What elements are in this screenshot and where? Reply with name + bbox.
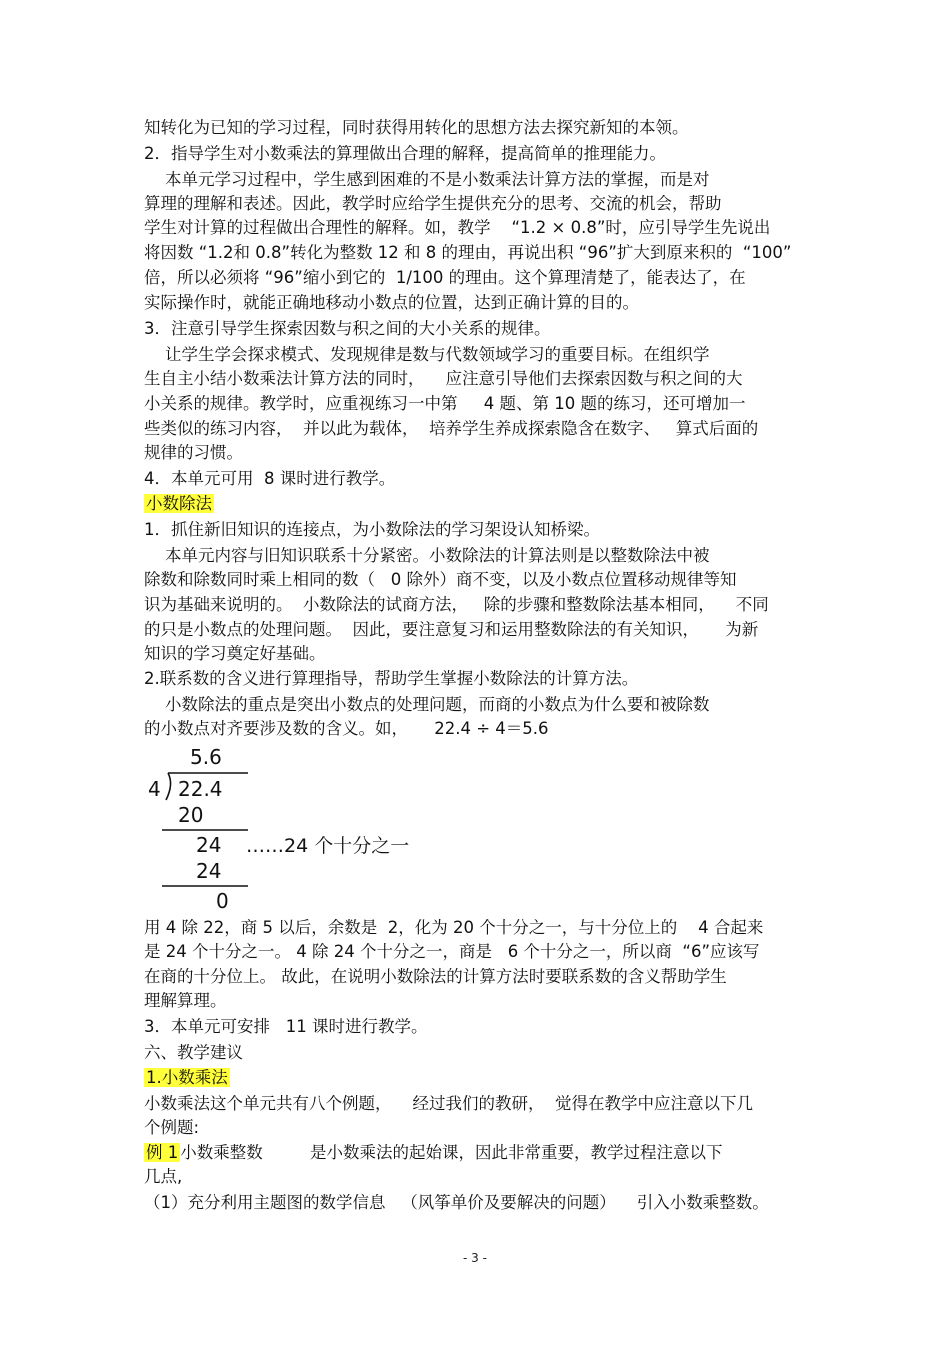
numbered-item: 2．指导学生对小数乘法的算理做出合理的解释，提高简单的推理能力。 xyxy=(144,144,666,163)
highlight-heading: 1.小数乘法 xyxy=(146,1068,228,1087)
paragraph-line: 生自主小结小数乘法计算方法的同时， 应注意引导他们去探索因数与积之间的大 xyxy=(144,369,743,388)
paragraph-line: 几点, xyxy=(144,1167,183,1186)
paragraph-line: 知转化为已知的学习过程，同时获得用转化的思想方法去探究新知的本领。 xyxy=(144,118,689,137)
example-text: 小数乘整数 是小数乘法的起始课，因此非常重要，教学过程注意以下 xyxy=(180,1143,723,1162)
paragraph-line: 除数和除数同时乘上相同的数（ 0 除外）商不变，以及小数点位置移动规律等知 xyxy=(144,570,737,589)
example-line xyxy=(144,1142,722,1164)
numbered-item: 1．抓住新旧知识的连接点，为小数除法的学习架设认知桥梁。 xyxy=(144,520,600,539)
paragraph-line: 在商的十分位上。 故此，在说明小数除法的计算方法时要联系数的含义帮助学生 xyxy=(144,967,727,986)
highlight-example-label: 例 1 xyxy=(146,1143,179,1162)
paragraph-line: 倍，所以必须将 “96”缩小到它的 1/100 的理由。这个算理清楚了，能表达了，在 xyxy=(144,268,746,287)
long-division-figure xyxy=(144,742,474,914)
paragraph-line: 实际操作时，就能正确地移动小数点的位置，达到正确计算的目的。 xyxy=(144,293,639,312)
paragraph-line: 小关系的规律。教学时，应重视练习一中第 4 题、第 10 题的练习，还可增加一 xyxy=(144,394,746,413)
division-dividend: 22.4 xyxy=(178,777,223,801)
highlight-heading: 小数除法 xyxy=(146,494,212,513)
paragraph-line: 理解算理。 xyxy=(144,991,227,1010)
numbered-item: 4．本单元可用 8 课时进行教学。 xyxy=(144,469,396,488)
paragraph-line: 的小数点对齐要涉及数的含义。如， 22.4 ÷ 4＝5.6 xyxy=(144,719,549,738)
long-division-svg xyxy=(144,742,474,914)
section-heading: 六、教学建议 xyxy=(144,1043,243,1062)
numbered-item: 3．本单元可安排 11 课时进行教学。 xyxy=(144,1017,428,1036)
paragraph-line: 本单元学习过程中，学生感到困难的不是小数乘法计算方法的掌握，而是对 xyxy=(144,170,710,189)
page-number: - 3 - xyxy=(463,1251,487,1265)
section-heading xyxy=(144,1067,230,1089)
paragraph-line: 算理的理解和表述。因此，教学时应给学生提供充分的思考、交流的机会，帮助 xyxy=(144,194,722,213)
paragraph-line: 本单元内容与旧知识联系十分紧密。小数除法的计算法则是以整数除法中被 xyxy=(144,546,710,565)
division-annotation: ……24 个十分之一 xyxy=(246,835,410,857)
paragraph-line: 识为基础来说明的。 小数除法的试商方法， 除的步骤和整数除法基本相同， 不同 xyxy=(144,595,769,614)
paragraph-line: 个例题: xyxy=(144,1118,200,1137)
paragraph-line: 的只是小数点的处理问题。 因此，要注意复习和运用整数除法的有关知识， 为新 xyxy=(144,620,759,639)
division-step-product: 20 xyxy=(178,803,204,827)
division-step-product-2: 24 xyxy=(196,859,222,883)
division-final: 0 xyxy=(216,889,229,913)
paragraph-line: 些类似的练习内容， 并以此为载体， 培养学生养成探索隐含在数字、 算式后面的 xyxy=(144,419,759,438)
paragraph-line: 小数乘法这个单元共有八个例题， 经过我们的教研， 觉得在教学中应注意以下几 xyxy=(144,1094,753,1113)
division-divisor: 4 xyxy=(148,777,161,801)
paragraph-line: 学生对计算的过程做出合理性的解释。如，教学 “1.2 × 0.8”时，应引导学生先说出 xyxy=(144,218,771,237)
paragraph-line: 用 4 除 22，商 5 以后，余数是 2，化为 20 个十分之一，与十分位上的 4 合起来 xyxy=(144,918,764,937)
paragraph-line: 知识的学习奠定好基础。 xyxy=(144,644,326,663)
division-remainder: 24 xyxy=(196,833,222,857)
numbered-item: 2.联系数的含义进行算理指导，帮助学生掌握小数除法的计算方法。 xyxy=(144,669,639,688)
numbered-item: 3．注意引导学生探索因数与积之间的大小关系的规律。 xyxy=(144,319,551,338)
paragraph-line: 小数除法的重点是突出小数点的处理问题，而商的小数点为什么要和被除数 xyxy=(144,695,710,714)
division-quotient: 5.6 xyxy=(190,745,222,769)
division-bracket xyxy=(166,773,171,800)
paragraph-line: 是 24 个十分之一。 4 除 24 个十分之一，商是 6 个十分之一，所以商 “6”应该写 xyxy=(144,942,760,961)
paragraph-line: 规律的习惯。 xyxy=(144,443,243,462)
section-heading xyxy=(144,493,214,515)
paragraph-line: （1）充分利用主题图的数学信息 （风筝单价及要解决的问题） 引入小数乘整数。 xyxy=(144,1193,769,1212)
paragraph-line: 将因数 “1.2和 0.8”转化为整数 12 和 8 的理由，再说出积 “96”扩大到原来积的 “100” xyxy=(144,243,792,262)
paragraph-line: 让学生学会探求模式、发现规律是数与代数领域学习的重要目标。在组织学 xyxy=(144,345,710,364)
